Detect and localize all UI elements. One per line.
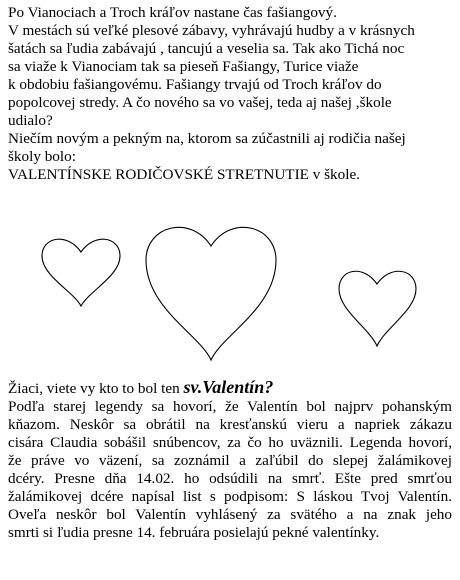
- paragraph-line: kňazom. Neskôr sa obrátil na kresťanskú vieru a napriek zákazu: [8, 416, 452, 433]
- hearts-illustration: [0, 210, 460, 370]
- event-line: [8, 166, 452, 184]
- paragraph-line: Podľa starej legendy sa hovorí, že Valentín bol najprv pohanským: [8, 398, 452, 415]
- heart-center-icon: [146, 227, 276, 360]
- valentin-heading: [8, 378, 452, 398]
- intro-line: šatách sa ľudia zabávajú , tancujú a veselia sa. Tak ako Tichá noc: [8, 40, 405, 57]
- intro-line: k obdobiu fašiangovému. Fašiangy trvajú od Troch kráľov do: [8, 76, 382, 93]
- intro-section: [8, 4, 452, 184]
- heading-prefix: Žiaci, viete vy kto to bol ten: [8, 380, 184, 397]
- intro-line: školy bolo:: [8, 148, 76, 165]
- intro-line: popolcovej stredy. A čo nového sa vo vašej, teda aj našej ,škole: [8, 94, 392, 111]
- intro-line: V mestách sú veľké plesové zábavy, vyhrávajú hudby a v krásnych: [8, 22, 415, 39]
- heading-name: sv.Valentín?: [183, 377, 274, 397]
- paragraph-line: Oveľa neskôr bol Valentín vyhlásený za svätého a na znak jeho: [8, 506, 452, 523]
- paragraph-line: smrti si ľudia presne 14. februára posielajú pekné valentínky.: [8, 524, 380, 541]
- heart-right-icon: [339, 271, 416, 346]
- intro-line: udialo?: [8, 112, 53, 129]
- valentin-paragraph: [8, 398, 452, 542]
- paragraph-line: že práve vo väzení, sa zoznámil a zaľúbil do slepej žalámikovej: [8, 452, 452, 469]
- intro-line: sa viaže k Vianociam tak sa pieseň Fašiangy, Turice viaže: [8, 58, 359, 75]
- paragraph-line: žalámikovej dcére napísal list s podpisom: S láskou Tvoj Valentín.: [8, 488, 452, 505]
- intro-line: Po Vianociach a Troch kráľov nastane čas fašiangový.: [8, 4, 337, 21]
- heart-left-icon: [42, 239, 120, 306]
- event-title: VALENTÍNSKE RODIČOVSKÉ STRETNUTIE: [8, 166, 309, 183]
- paragraph-line: cisára Claudia sobášil snúbencov, za čo ho uväznili. Legenda hovorí,: [8, 434, 452, 451]
- paragraph-line: dcéry. Presne dňa 14.02. ho odsúdili na smrť. Ešte pred smrťou: [8, 470, 452, 487]
- valentin-section: [8, 378, 452, 542]
- event-suffix: v škole.: [308, 166, 360, 183]
- intro-line: Niečím novým a pekným na, ktorom sa zúčastnili aj rodičia našej: [8, 130, 406, 147]
